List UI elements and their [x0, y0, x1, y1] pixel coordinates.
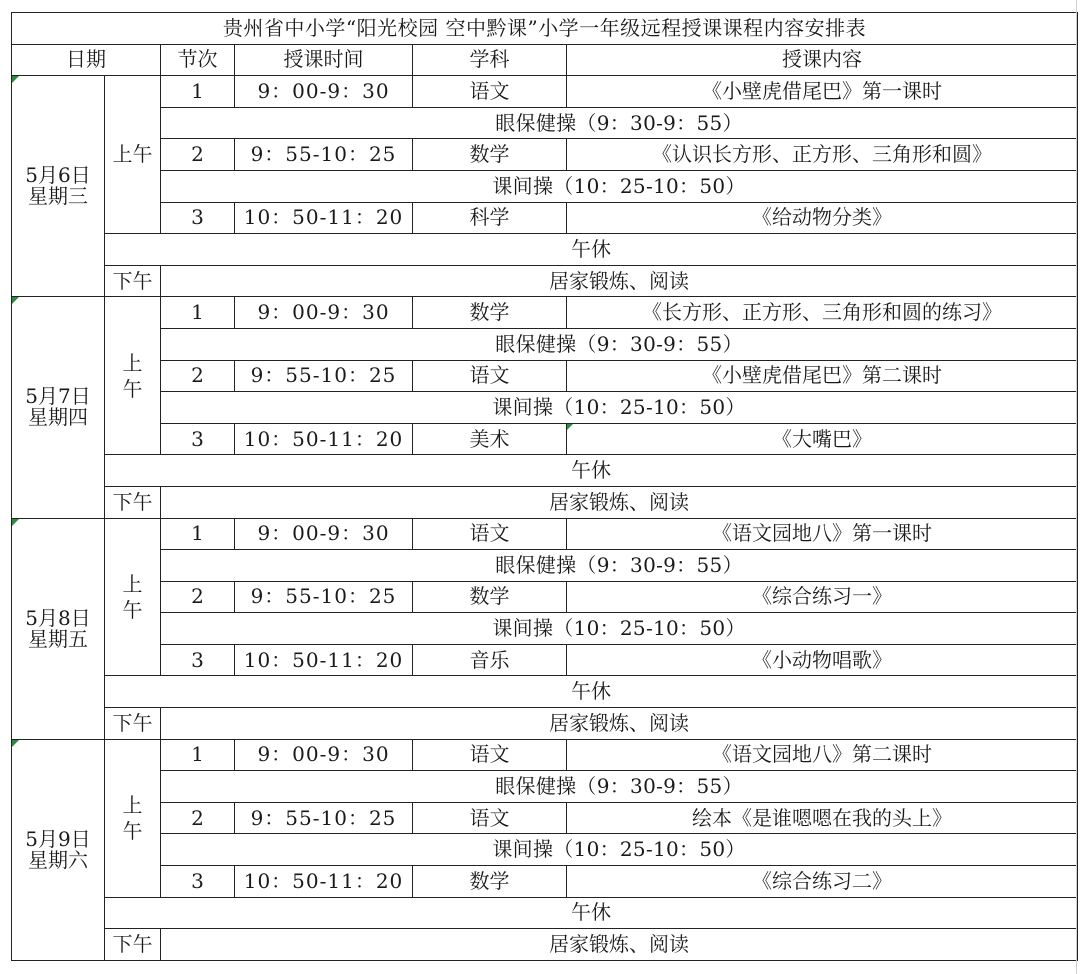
afternoon-label: 下午 [105, 265, 161, 297]
time-cell: 9：00-9：30 [235, 739, 413, 771]
comment-marker [12, 519, 19, 526]
eye-exercise-cell: 眼保健操（9：30-9：55） [161, 550, 1078, 582]
break-exercise-row [12, 170, 1078, 202]
noon-rest-cell: 午休 [105, 897, 1078, 929]
time-cell: 10：50-11：20 [235, 202, 413, 234]
content-cell: 《给动物分类》 [567, 202, 1078, 234]
morning-label-bottom: 午 [122, 376, 143, 401]
home-activity-cell: 居家锻炼、阅读 [161, 929, 1078, 961]
subject-cell: 数学 [413, 297, 567, 329]
date-cell [12, 518, 105, 739]
content-cell: 《综合练习二》 [567, 866, 1078, 898]
time-cell: 9：55-10：25 [235, 139, 413, 171]
content-cell: 《长方形、正方形、三角形和圆的练习》 [567, 297, 1078, 329]
time-cell: 9：00-9：30 [235, 518, 413, 550]
home-activity-cell: 居家锻炼、阅读 [161, 708, 1078, 740]
period-cell: 2 [161, 802, 235, 834]
period-cell: 1 [161, 297, 235, 329]
time-cell: 9：55-10：25 [235, 802, 413, 834]
day-row [12, 518, 1078, 550]
eye-exercise-cell: 眼保健操（9：30-9：55） [161, 107, 1078, 139]
title-row [12, 13, 1078, 45]
eye-exercise-cell: 眼保健操（9：30-9：55） [161, 328, 1078, 360]
noon-rest-row [12, 676, 1078, 708]
subject-cell: 语文 [413, 802, 567, 834]
morning-label-bottom: 午 [122, 597, 143, 622]
time-cell: 9：55-10：25 [235, 581, 413, 613]
morning-label [105, 739, 161, 897]
content-cell: 《小壁虎借尾巴》第二课时 [567, 360, 1078, 392]
period-cell: 2 [161, 360, 235, 392]
noon-rest-row [12, 897, 1078, 929]
schedule-table [11, 12, 1078, 961]
subject-cell: 语文 [413, 518, 567, 550]
comment-marker [12, 76, 19, 83]
content-text: 《大嘴巴》 [772, 426, 873, 451]
noon-rest-row [12, 455, 1078, 487]
lesson-row [12, 423, 1078, 455]
noon-rest-cell: 午休 [105, 234, 1078, 266]
page-edge [1076, 0, 1077, 974]
noon-rest-row [12, 234, 1078, 266]
lesson-row [12, 866, 1078, 898]
morning-label-top: 上 [122, 793, 143, 818]
date-label: 5月9日 [25, 826, 91, 851]
period-cell: 3 [161, 866, 235, 898]
time-cell: 9：55-10：25 [235, 360, 413, 392]
afternoon-label: 下午 [105, 929, 161, 961]
comment-marker [12, 297, 19, 304]
home-activity-cell: 居家锻炼、阅读 [161, 265, 1078, 297]
date-cell [12, 297, 105, 518]
content-cell: 《综合练习一》 [567, 581, 1078, 613]
subject-cell: 音乐 [413, 644, 567, 676]
lesson-row [12, 139, 1078, 171]
day-row [12, 297, 1078, 329]
comment-marker [567, 424, 573, 430]
lesson-row [12, 202, 1078, 234]
day-row [12, 76, 1078, 108]
weekday-label: 星期六 [28, 847, 88, 872]
morning-label [105, 297, 161, 455]
morning-label-top: 上 [122, 350, 143, 375]
morning-label: 上午 [105, 76, 161, 234]
break-exercise-row [12, 613, 1078, 645]
time-cell: 9：00-9：30 [235, 76, 413, 108]
period-cell: 1 [161, 739, 235, 771]
break-exercise-cell: 课间操（10：25-10：50） [161, 613, 1078, 645]
header-period: 节次 [161, 44, 235, 76]
eye-exercise-row [12, 771, 1078, 803]
period-cell: 1 [161, 518, 235, 550]
date-label: 5月6日 [25, 163, 91, 188]
comment-marker [12, 740, 19, 747]
morning-label [105, 518, 161, 676]
time-cell: 10：50-11：20 [235, 644, 413, 676]
noon-rest-cell: 午休 [105, 455, 1078, 487]
date-cell [12, 76, 105, 297]
lesson-row [12, 360, 1078, 392]
eye-exercise-cell: 眼保健操（9：30-9：55） [161, 771, 1078, 803]
eye-exercise-row [12, 328, 1078, 360]
eye-exercise-row [12, 107, 1078, 139]
break-exercise-cell: 课间操（10：25-10：50） [161, 392, 1078, 424]
subject-cell: 语文 [413, 76, 567, 108]
content-cell [567, 423, 1078, 455]
afternoon-label: 下午 [105, 486, 161, 518]
noon-rest-cell: 午休 [105, 676, 1078, 708]
eye-exercise-row [12, 550, 1078, 582]
period-cell: 3 [161, 202, 235, 234]
date-label: 5月8日 [25, 605, 91, 630]
weekday-label: 星期四 [28, 405, 88, 430]
morning-label-top: 上 [122, 571, 143, 596]
break-exercise-row [12, 392, 1078, 424]
subject-cell: 语文 [413, 739, 567, 771]
home-activity-cell: 居家锻炼、阅读 [161, 486, 1078, 518]
period-cell: 3 [161, 423, 235, 455]
content-cell: 《小壁虎借尾巴》第一课时 [567, 76, 1078, 108]
period-cell: 2 [161, 581, 235, 613]
header-content: 授课内容 [567, 44, 1078, 76]
header-date: 日期 [12, 44, 161, 76]
time-cell: 10：50-11：20 [235, 423, 413, 455]
header-row [12, 44, 1078, 76]
day-row [12, 739, 1078, 771]
subject-cell: 数学 [413, 866, 567, 898]
break-exercise-cell: 课间操（10：25-10：50） [161, 834, 1078, 866]
content-cell: 《语文园地八》第一课时 [567, 518, 1078, 550]
lesson-row [12, 644, 1078, 676]
weekday-label: 星期五 [28, 626, 88, 651]
morning-label-bottom: 午 [122, 819, 143, 844]
subject-cell: 美术 [413, 423, 567, 455]
afternoon-label: 下午 [105, 708, 161, 740]
afternoon-row [12, 486, 1078, 518]
subject-cell: 语文 [413, 360, 567, 392]
subject-cell: 数学 [413, 581, 567, 613]
content-cell: 《认识长方形、正方形、三角形和圆》 [567, 139, 1078, 171]
table-title: 贵州省中小学“阳光校园 空中黔课”小学一年级远程授课课程内容安排表 [12, 13, 1078, 45]
content-cell: 《小动物唱歌》 [567, 644, 1078, 676]
period-cell: 2 [161, 139, 235, 171]
period-cell: 3 [161, 644, 235, 676]
lesson-row [12, 802, 1078, 834]
header-subject: 学科 [413, 44, 567, 76]
content-cell: 《语文园地八》第二课时 [567, 739, 1078, 771]
afternoon-row [12, 265, 1078, 297]
lesson-row [12, 581, 1078, 613]
content-cell: 绘本《是谁嗯嗯在我的头上》 [567, 802, 1078, 834]
subject-cell: 科学 [413, 202, 567, 234]
weekday-label: 星期三 [28, 184, 88, 209]
afternoon-row [12, 929, 1078, 961]
header-time: 授课时间 [235, 44, 413, 76]
subject-cell: 数学 [413, 139, 567, 171]
break-exercise-cell: 课间操（10：25-10：50） [161, 170, 1078, 202]
time-cell: 10：50-11：20 [235, 866, 413, 898]
afternoon-row [12, 708, 1078, 740]
break-exercise-row [12, 834, 1078, 866]
time-cell: 9：00-9：30 [235, 297, 413, 329]
date-cell [12, 739, 105, 960]
date-label: 5月7日 [25, 384, 91, 409]
period-cell: 1 [161, 76, 235, 108]
